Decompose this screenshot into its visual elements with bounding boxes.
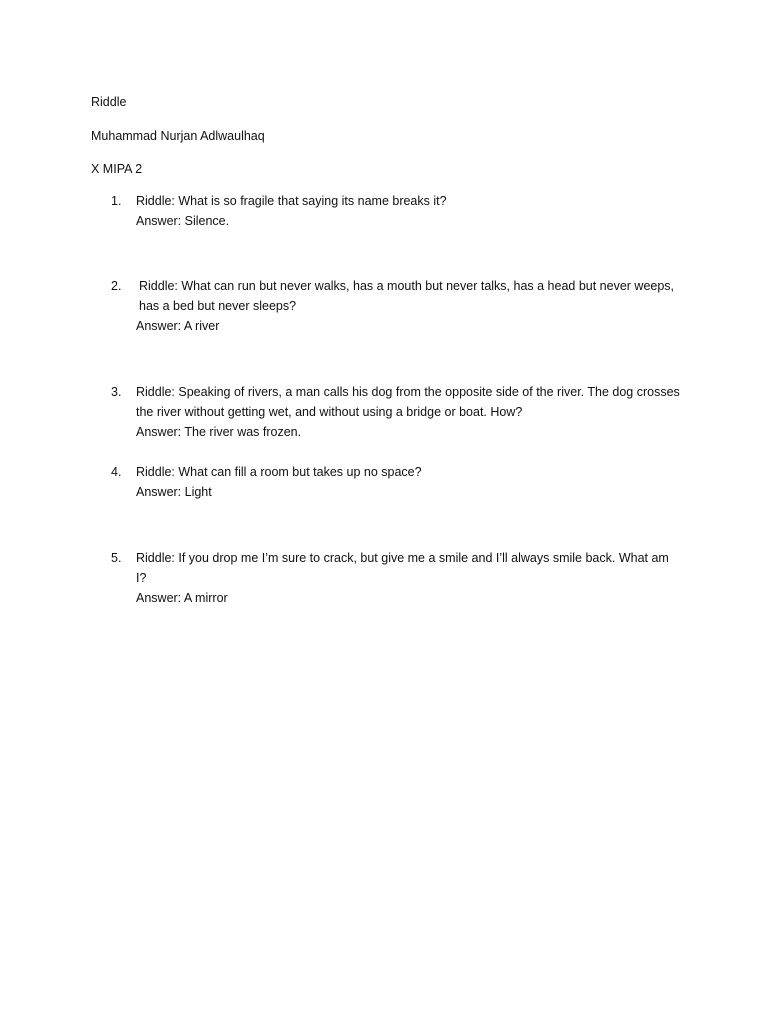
riddle-answer: Answer: Light [136,485,212,499]
riddle-body [136,382,681,442]
riddle-answer: Answer: Silence. [136,214,230,228]
riddle-body [136,276,681,336]
riddle-question: Riddle: Speaking of rivers, a man calls his dog from the opposite side of the river. The dog crosses the river without getting wet, and without using a bridge or boat. How? [136,385,680,419]
riddle-question: Riddle: If you drop me I’m sure to crack, but give me a smile and I’ll always smile back. What am I? [136,551,669,585]
class-name: X MIPA 2 [91,162,143,176]
riddle-number: 2. [111,279,122,293]
riddle-number: 1. [111,194,122,208]
riddle-body [136,191,681,231]
riddle-number: 4. [111,465,122,479]
riddle-question: Riddle: What can fill a room but takes up no space? [136,465,422,479]
riddle-number: 5. [111,551,122,565]
document-title: Riddle [91,95,127,109]
riddle-body [136,548,681,608]
riddle-number: 3. [111,385,122,399]
author-name: Muhammad Nurjan Adlwaulhaq [91,129,265,143]
riddle-answer: Answer: A mirror [136,591,228,605]
riddle-question: Riddle: What is so fragile that saying its name breaks it? [136,194,447,208]
riddle-answer: Answer: A river [136,319,220,333]
riddle-answer: Answer: The river was frozen. [136,425,302,439]
riddle-body [136,462,681,502]
riddle-question: Riddle: What can run but never walks, has a mouth but never talks, has a head but never weeps, has a bed but never sleeps? [139,279,675,313]
